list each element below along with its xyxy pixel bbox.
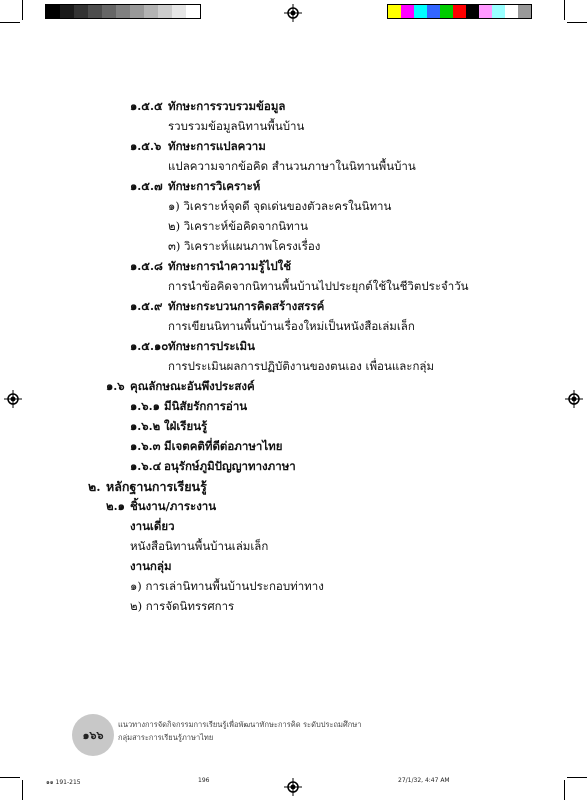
- section-heading: ๒.๑ ชิ้นงาน/ภาระงาน: [106, 499, 217, 513]
- heading-item: ๑.๕.๖ ทักษะการแปลความ: [130, 139, 266, 153]
- crop-mark: [22, 0, 23, 20]
- subheading: งานเดี่ยว: [130, 519, 175, 533]
- color-swatch: [518, 5, 531, 18]
- list-item: ๑) การเล่านิทานพื้นบ้านประกอบท่าทาง: [130, 579, 324, 593]
- footer-title: แนวทางการจัดกิจกรรมการเรียนรู้เพื่อพัฒนาทักษะการคิด ระดับประถมศึกษา: [118, 720, 362, 729]
- body-text: หนังสือนิทานพื้นบ้านเล่มเล็ก: [130, 539, 269, 553]
- grayscale-bar: [45, 4, 201, 19]
- body-text: การเขียนนิทานพื้นบ้านเรื่องใหม่เป็นหนังสือเล่มเล็ก: [168, 319, 415, 333]
- color-swatch: [492, 5, 505, 18]
- gray-swatch: [158, 5, 172, 18]
- section-heading: ๑.๖ คุณลักษณะอันพึงประสงค์: [106, 379, 255, 393]
- crop-mark: [567, 777, 587, 778]
- gray-swatch: [74, 5, 88, 18]
- gray-swatch: [60, 5, 74, 18]
- color-swatch: [479, 5, 492, 18]
- color-swatch: [414, 5, 427, 18]
- body-text: การนำข้อคิดจากนิทานพื้นบ้านไปประยุกต์ใช้ในชีวิตประจำวัน: [168, 279, 469, 293]
- body-text: แปลความจากข้อคิด สำนวนภาษาในนิทานพื้นบ้าน: [168, 159, 416, 173]
- registration-mark-top: [284, 4, 302, 22]
- page-number: ๑๖๖: [82, 729, 104, 742]
- heading-item: ๑.๕.๘ ทักษะการนำความรู้ไปใช้: [130, 259, 292, 273]
- crop-mark: [0, 22, 20, 23]
- heading-item: ๑.๖.๑ มีนิสัยรักการอ่าน: [130, 399, 248, 413]
- body-text: รวบรวมข้อมูลนิทานพื้นบ้าน: [168, 119, 305, 133]
- chapter-heading: ๒. หลักฐานการเรียนรู้: [88, 479, 207, 494]
- color-swatch: [466, 5, 479, 18]
- heading-item: ๑.๖.๓ มีเจตคติที่ดีต่อภาษาไทย: [130, 439, 283, 453]
- registration-mark-bottom: [284, 778, 302, 796]
- color-swatch: [453, 5, 466, 18]
- footer-subtitle: กลุ่มสาระการเรียนรู้ภาษาไทย: [118, 733, 214, 742]
- color-swatch: [505, 5, 518, 18]
- page-number-badge: [72, 714, 114, 756]
- list-item: ๑) วิเคราะห์จุดดี จุดเด่นของตัวละครในนิทาน: [168, 199, 392, 213]
- slug-page: 196: [198, 777, 210, 784]
- color-swatch: [427, 5, 440, 18]
- slug-timestamp: 27/1/32, 4:47 AM: [398, 777, 450, 784]
- color-swatch: [440, 5, 453, 18]
- slug-file: ๑๑ 191-215: [46, 779, 81, 786]
- heading-item: ๑.๕.๕ ทักษะการรวบรวมข้อมูล: [130, 99, 286, 113]
- color-swatch: [401, 5, 414, 18]
- gray-swatch: [102, 5, 116, 18]
- registration-mark-right: [565, 390, 583, 408]
- gray-swatch: [186, 5, 200, 18]
- crop-mark: [22, 780, 23, 800]
- registration-mark-left: [4, 390, 22, 408]
- gray-swatch: [46, 5, 60, 18]
- heading-item: ๑.๖.๒ ใฝ่เรียนรู้: [130, 419, 208, 433]
- list-item: ๓) วิเคราะห์แผนภาพโครงเรื่อง: [168, 239, 321, 253]
- heading-item: ๑.๕.๙ ทักษะกระบวนการคิดสร้างสรรค์: [130, 299, 325, 313]
- gray-swatch: [172, 5, 186, 18]
- crop-mark: [564, 0, 565, 20]
- heading-item: ๑.๖.๔ อนุรักษ์ภูมิปัญญาทางภาษา: [130, 459, 296, 473]
- heading-item: ๑.๕.๑๐ทักษะการประเมิน: [130, 339, 255, 353]
- heading-item: ๑.๕.๗ ทักษะการวิเคราะห์: [130, 179, 261, 193]
- color-bar: [387, 4, 532, 19]
- crop-mark: [567, 22, 587, 23]
- subheading: งานกลุ่ม: [130, 559, 172, 573]
- gray-swatch: [130, 5, 144, 18]
- body-text: การประเมินผลการปฏิบัติงานของตนเอง เพื่อนและกลุ่ม: [168, 359, 435, 373]
- list-item: ๒) วิเคราะห์ข้อคิดจากนิทาน: [168, 219, 309, 233]
- gray-swatch: [116, 5, 130, 18]
- color-swatch: [388, 5, 401, 18]
- list-item: ๒) การจัดนิทรรศการ: [130, 599, 235, 613]
- gray-swatch: [144, 5, 158, 18]
- crop-mark: [564, 780, 565, 800]
- gray-swatch: [88, 5, 102, 18]
- crop-mark: [0, 777, 20, 778]
